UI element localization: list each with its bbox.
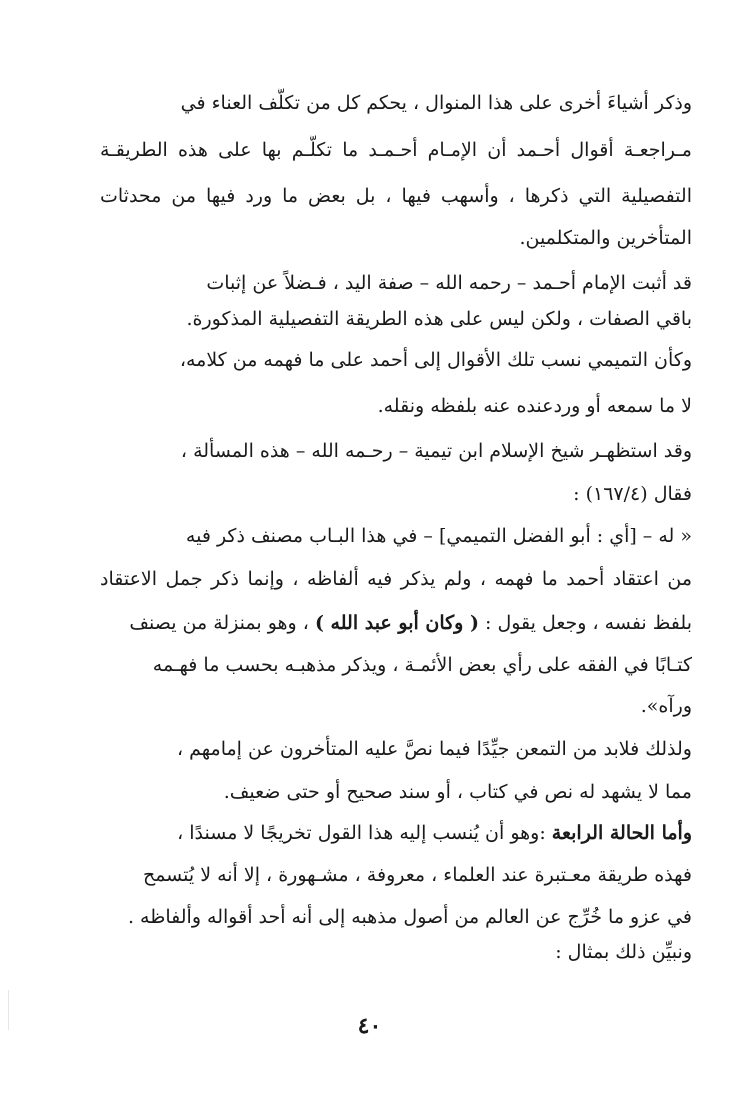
paragraph-3-line-1: وكأن التميمي نسب تلك الأقوال إلى أحمد على ما فهمه من كلامه، <box>179 349 692 371</box>
paragraph-7-line-1 <box>100 818 692 852</box>
paragraph-1-line-3: التفصيلية التي ذكرها ، وأسهب فيها ، بل بعض ما ورد فيها من محدثات <box>100 185 692 207</box>
paragraph-7-line-3: في عزو ما خُرِّج عن العالم من أصول مذهبه إلى أنه أحد أقواله وألفاظه . <box>127 906 692 928</box>
paragraph-7-line-2: فهذه طريقة معـتبرة عند العلماء ، معروفة ، مشـهورة ، إلا أنه لا يُتسمح <box>142 864 692 886</box>
quote-line-1: « له – [أي : أبو الفضل التميمي] – في هذا البـاب مصنف ذكر فيه <box>185 525 692 547</box>
section-heading-fourth-case: وأما الحالة الرابعة <box>551 822 692 844</box>
quote-line-3-end: ، وهو بمنزلة من يصنف <box>129 612 309 634</box>
quote-line-2: من اعتقاد أحمد ما فهمه ، ولم يذكر فيه ألفاظه ، وإنما ذكر جمل الاعتقاد <box>100 568 692 590</box>
paragraph-3-line-2: لا ما سمعه أو وردعنده عنه بلفظه ونقله. <box>377 395 692 417</box>
paragraph-1-line-1: وذكر أشياءَ أخرى على هذا المنوال ، يحكم كل من تكلَّف العناء في <box>180 92 692 114</box>
paragraph-6-line-1: ولذلك فلابد من التمعن جيِّدًا فيما نصَّ عليه المتأخرون عن إمامهم ، <box>176 738 692 760</box>
paragraph-2-line-2: باقي الصفات ، ولكن ليس على هذه الطريقة التفصيلية المذكورة. <box>186 308 692 330</box>
paragraph-4-line-1: وقد استظهـر شيخ الإسلام ابن تيمية – رحـمه الله – هذه المسألة ، <box>180 440 692 462</box>
paragraph-7-lead: :وهو أن يُنسب إليه هذا القول تخريجًا لا مسندًا ، <box>177 822 552 844</box>
quote-bold-phrase: ( وكان أبو عبد الله ) <box>314 612 479 634</box>
paragraph-7-line-4: ونبيِّن ذلك بمثال : <box>555 941 692 963</box>
quote-line-3-start: بلفظ نفسه ، وجعل يقول : <box>485 612 692 634</box>
paragraph-1-line-2: مـراجعـة أقوال أحـمد أن الإمـام أحـمـد ما تكلَّـم بها على هذه الطريقـة <box>100 139 692 161</box>
quote-line-5: ورآه». <box>640 695 692 717</box>
paragraph-1-line-4: المتأخرين والمتكلمين. <box>519 227 692 249</box>
page-number: ٤٠ <box>357 1013 382 1039</box>
paragraph-4-line-2: فقال (١٦٧/٤) : <box>573 483 692 505</box>
quote-line-4: كتـابًا في الفقه على رأي بعض الأئمـة ، ويذكر مذهبـه بحسب ما فهـمه <box>152 654 692 676</box>
paragraph-6-line-2: مما لا يشهد له نص في كتاب ، أو سند صحيح أو حتى ضعيف. <box>223 781 692 803</box>
quote-line-3 <box>100 608 692 642</box>
paragraph-2-line-1: قد أثبت الإمام أحـمد – رحمه الله – صفة اليد ، فـضلاً عن إثبات <box>206 272 692 294</box>
